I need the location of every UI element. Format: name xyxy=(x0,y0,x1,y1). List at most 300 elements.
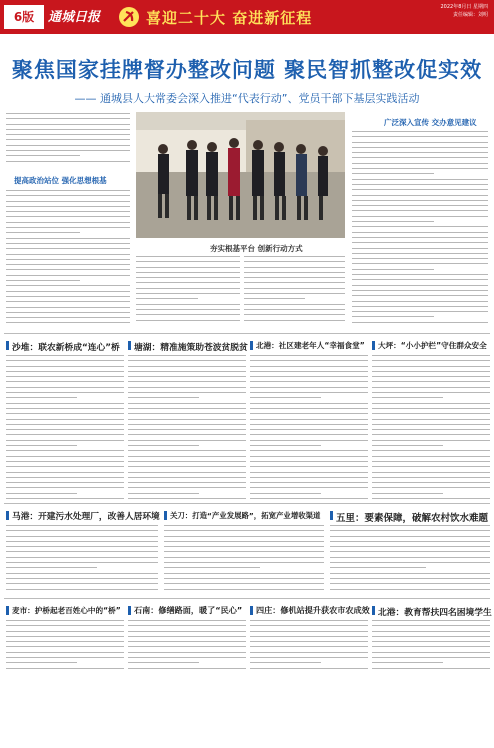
text-line xyxy=(6,296,130,297)
text-line xyxy=(6,546,158,547)
text-line xyxy=(372,376,490,377)
text-line xyxy=(6,211,130,212)
text-line xyxy=(164,530,324,531)
text-line xyxy=(6,307,130,308)
text-line xyxy=(6,625,124,626)
text-line xyxy=(128,445,199,446)
text-line xyxy=(352,184,488,185)
text-line xyxy=(250,641,368,642)
text-line xyxy=(352,189,488,190)
text-line xyxy=(352,168,488,169)
date-info xyxy=(408,3,488,19)
text-line xyxy=(6,636,124,637)
text-line xyxy=(6,583,158,584)
text-line xyxy=(250,482,368,483)
story-body xyxy=(250,355,368,504)
text-line xyxy=(6,190,130,191)
title-accent xyxy=(250,606,253,615)
text-line xyxy=(372,419,490,420)
text-line xyxy=(330,541,490,542)
text-line xyxy=(6,541,158,542)
text-line xyxy=(352,237,488,238)
text-line xyxy=(352,205,488,206)
divider-1 xyxy=(4,333,490,334)
text-line xyxy=(372,631,490,632)
text-line xyxy=(244,309,345,310)
text-line xyxy=(6,206,130,207)
text-line xyxy=(250,434,368,435)
text-line xyxy=(250,631,368,632)
text-line xyxy=(352,173,434,174)
text-line xyxy=(6,530,158,531)
text-line xyxy=(352,269,434,270)
text-line xyxy=(352,200,488,201)
text-line xyxy=(352,210,488,211)
text-line xyxy=(6,301,130,302)
text-line xyxy=(6,312,130,313)
text-line xyxy=(6,525,158,526)
text-line xyxy=(6,662,77,663)
text-line xyxy=(352,136,488,137)
title-accent xyxy=(164,511,167,520)
title-accent xyxy=(128,341,131,350)
text-line xyxy=(250,487,368,488)
story-body xyxy=(6,355,124,504)
text-line xyxy=(250,376,368,377)
text-line xyxy=(6,403,124,404)
text-line xyxy=(352,242,488,243)
text-line xyxy=(164,567,260,568)
text-line xyxy=(6,322,130,323)
text-line xyxy=(250,461,368,462)
text-line xyxy=(250,397,321,398)
text-line xyxy=(128,482,246,483)
text-line xyxy=(352,147,488,148)
text-line xyxy=(6,657,124,658)
text-line xyxy=(352,274,488,275)
story-body xyxy=(128,355,246,504)
story-title: 关刀：打造“产业发展路”，拓宽产业增收渠道 xyxy=(170,511,321,520)
text-line xyxy=(250,477,368,478)
text-line xyxy=(136,314,240,315)
row-divider xyxy=(4,503,490,504)
text-line xyxy=(136,320,240,321)
title-accent xyxy=(372,341,375,350)
section-heading-1: 提高政治站位 强化思想根基 xyxy=(14,176,107,185)
text-line xyxy=(6,376,124,377)
text-line xyxy=(136,256,240,257)
text-line xyxy=(136,298,198,299)
text-line xyxy=(6,387,124,388)
text-line xyxy=(164,578,324,579)
photo-caption: 夯实根基平台 创新行动方式 xyxy=(210,244,303,253)
text-line xyxy=(164,562,324,563)
text-line xyxy=(136,282,240,283)
text-line xyxy=(330,578,490,579)
text-line xyxy=(128,636,246,637)
text-line xyxy=(6,487,124,488)
text-line xyxy=(372,625,490,626)
text-line xyxy=(6,668,124,669)
text-line xyxy=(372,472,490,473)
text-line xyxy=(244,256,345,257)
text-line xyxy=(136,272,240,273)
text-line xyxy=(6,477,124,478)
text-line xyxy=(6,573,158,574)
story-title: 马港：开建污水处理厂，改善人居环境 xyxy=(12,512,160,522)
text-line xyxy=(250,419,368,420)
story-body xyxy=(330,525,490,599)
text-line xyxy=(250,620,368,621)
text-line xyxy=(372,408,490,409)
text-line xyxy=(6,493,77,494)
text-line xyxy=(250,424,368,425)
text-line xyxy=(352,279,488,280)
text-line xyxy=(352,179,488,180)
text-line xyxy=(250,371,368,372)
text-line xyxy=(250,366,368,367)
title-accent xyxy=(6,341,9,350)
text-line xyxy=(136,277,240,278)
text-line xyxy=(128,360,246,361)
text-line xyxy=(6,408,124,409)
text-line xyxy=(6,216,130,217)
text-line xyxy=(352,131,488,132)
story-body xyxy=(372,620,490,674)
text-line xyxy=(6,145,130,146)
text-line xyxy=(164,551,324,552)
text-line xyxy=(6,291,130,292)
text-line xyxy=(250,668,368,669)
text-line xyxy=(6,259,130,260)
text-line xyxy=(6,472,124,473)
text-line xyxy=(128,620,246,621)
text-line xyxy=(164,546,324,547)
text-line xyxy=(244,267,345,268)
text-line xyxy=(352,163,488,164)
text-line xyxy=(372,445,443,446)
text-line xyxy=(372,466,490,467)
text-line xyxy=(128,371,246,372)
text-line xyxy=(244,298,305,299)
text-line xyxy=(6,227,130,228)
text-line xyxy=(128,472,246,473)
text-line xyxy=(330,551,490,552)
text-line xyxy=(128,408,246,409)
story-title: 四庄：修机站提升获农市农成效 xyxy=(256,605,370,615)
text-line xyxy=(6,134,130,135)
lead-photo-image xyxy=(136,112,345,238)
text-line xyxy=(250,387,368,388)
text-line xyxy=(128,429,246,430)
text-line xyxy=(128,657,246,658)
text-line xyxy=(164,557,324,558)
text-line xyxy=(6,360,124,361)
text-line xyxy=(244,320,345,321)
text-line xyxy=(6,317,130,318)
text-line xyxy=(128,466,246,467)
lead-body-col3 xyxy=(244,256,345,328)
lead-subhead: —— 通城县人大常委会深入推进“代表行动”、党员干部下基层实践活动 xyxy=(74,92,420,105)
text-line xyxy=(372,450,490,451)
text-line xyxy=(372,636,490,637)
text-line xyxy=(6,392,124,393)
lead-body-col2 xyxy=(136,256,240,328)
text-line xyxy=(244,304,345,305)
text-line xyxy=(6,482,124,483)
text-line xyxy=(6,429,124,430)
text-line xyxy=(6,450,124,451)
story-body xyxy=(372,355,490,504)
text-line xyxy=(6,195,130,196)
text-line xyxy=(6,355,124,356)
text-line xyxy=(128,668,246,669)
text-line xyxy=(250,403,368,404)
text-line xyxy=(6,118,130,119)
slogan: 喜迎二十大 奋进新征程 xyxy=(146,9,313,27)
text-line xyxy=(6,366,124,367)
text-line xyxy=(352,295,488,296)
text-line xyxy=(352,253,488,254)
lead-body-col4 xyxy=(352,131,488,328)
text-line xyxy=(372,397,443,398)
text-line xyxy=(6,254,130,255)
text-line xyxy=(244,282,345,283)
text-line xyxy=(330,525,490,526)
text-line xyxy=(372,641,490,642)
text-line xyxy=(128,434,246,435)
text-line xyxy=(372,620,490,621)
editor-line: 责任编辑：刘明 xyxy=(452,12,488,18)
text-line xyxy=(352,322,488,323)
section-heading-2: 广泛深入宣传 交办意见建议 xyxy=(384,118,477,127)
text-line xyxy=(128,662,199,663)
text-line xyxy=(128,424,246,425)
text-line xyxy=(330,536,490,537)
text-line xyxy=(250,381,368,382)
story-title: 塘湖：精准施策助苍波贫脱贫 xyxy=(134,343,248,353)
text-line xyxy=(136,309,240,310)
text-line xyxy=(164,589,324,590)
text-line xyxy=(372,440,490,441)
text-line xyxy=(128,450,246,451)
text-line xyxy=(244,314,345,315)
text-line xyxy=(352,306,488,307)
text-line xyxy=(128,498,246,499)
text-line xyxy=(250,360,368,361)
text-line xyxy=(6,232,80,233)
text-line xyxy=(6,248,130,249)
title-accent xyxy=(128,606,131,615)
text-line xyxy=(6,155,80,156)
text-line xyxy=(372,371,490,372)
text-line xyxy=(128,625,246,626)
text-line xyxy=(128,397,199,398)
text-line xyxy=(244,288,345,289)
lead-headline: 聚焦国家挂牌督办整改问题 聚民智抓整改促实效 xyxy=(11,58,483,82)
row-divider xyxy=(4,598,490,599)
text-line xyxy=(6,139,130,140)
text-line xyxy=(6,371,124,372)
text-line xyxy=(250,662,321,663)
text-line xyxy=(352,316,434,317)
text-line xyxy=(164,573,324,574)
text-line xyxy=(128,631,246,632)
story-title: 大坪：“小小护栏”守住群众安全 xyxy=(378,341,487,350)
text-line xyxy=(6,440,124,441)
text-line xyxy=(372,392,490,393)
story-title: 沙堆：联农新桥成“连心”桥 xyxy=(12,343,120,353)
text-line xyxy=(6,381,124,382)
text-line xyxy=(6,161,130,162)
text-line xyxy=(128,440,246,441)
text-line xyxy=(136,261,240,262)
text-line xyxy=(372,493,443,494)
text-line xyxy=(128,456,246,457)
party-emblem-icon xyxy=(118,6,140,28)
text-line xyxy=(6,264,130,265)
text-line xyxy=(128,461,246,462)
text-line xyxy=(128,392,246,393)
story-title: 北港：教育帮扶四名困境学生 xyxy=(378,608,492,618)
text-line xyxy=(6,646,124,647)
title-accent xyxy=(372,606,375,615)
text-line xyxy=(372,366,490,367)
text-line xyxy=(250,657,368,658)
text-line xyxy=(6,461,124,462)
text-line xyxy=(6,551,158,552)
text-line xyxy=(250,392,368,393)
lead-body-col1a xyxy=(6,113,130,171)
text-line xyxy=(164,525,324,526)
text-line xyxy=(372,456,490,457)
text-line xyxy=(6,620,124,621)
text-line xyxy=(352,216,488,217)
text-line xyxy=(250,646,368,647)
text-line xyxy=(352,152,488,153)
title-accent xyxy=(6,606,9,615)
text-line xyxy=(352,248,488,249)
text-line xyxy=(372,498,490,499)
text-line xyxy=(6,567,97,568)
text-line xyxy=(244,277,345,278)
paper-name: 通城日报 xyxy=(48,10,101,25)
text-line xyxy=(372,482,490,483)
text-line xyxy=(6,413,124,414)
text-line xyxy=(6,124,130,125)
text-line xyxy=(6,201,130,202)
date-line: 2022年8月日 星期四 xyxy=(440,4,488,10)
story-title: 石南：修缮路面，暖了“民心” xyxy=(134,605,243,615)
text-line xyxy=(250,429,368,430)
text-line xyxy=(6,275,130,276)
text-line xyxy=(6,589,158,590)
text-line xyxy=(6,536,158,537)
text-line xyxy=(372,657,490,658)
text-line xyxy=(6,466,124,467)
lead-photo xyxy=(136,112,345,238)
text-line xyxy=(6,113,130,114)
text-line xyxy=(372,668,490,669)
text-line xyxy=(352,221,434,222)
text-line xyxy=(136,293,240,294)
text-line xyxy=(372,381,490,382)
text-line xyxy=(352,157,488,158)
masthead-band xyxy=(0,0,494,34)
title-accent xyxy=(330,511,333,520)
text-line xyxy=(6,456,124,457)
text-line xyxy=(6,238,130,239)
story-body xyxy=(6,525,158,599)
text-line xyxy=(330,583,490,584)
text-line xyxy=(6,578,158,579)
text-line xyxy=(128,403,246,404)
text-line xyxy=(330,567,426,568)
text-line xyxy=(372,413,490,414)
text-line xyxy=(164,536,324,537)
text-line xyxy=(164,583,324,584)
text-line xyxy=(6,498,124,499)
text-line xyxy=(250,413,368,414)
text-line xyxy=(352,195,488,196)
text-line xyxy=(6,269,130,270)
text-line xyxy=(250,652,368,653)
text-line xyxy=(372,387,490,388)
text-line xyxy=(352,285,488,286)
text-line xyxy=(372,652,490,653)
story-body xyxy=(250,620,368,674)
text-line xyxy=(372,424,490,425)
text-line xyxy=(128,376,246,377)
text-line xyxy=(372,360,490,361)
text-line xyxy=(352,311,488,312)
story-body xyxy=(6,620,124,674)
text-line xyxy=(244,272,345,273)
text-line xyxy=(136,304,240,305)
text-line xyxy=(372,403,490,404)
title-accent xyxy=(250,341,253,350)
text-line xyxy=(128,493,199,494)
text-line xyxy=(250,625,368,626)
text-line xyxy=(372,487,490,488)
text-line xyxy=(372,646,490,647)
text-line xyxy=(6,434,124,435)
story-body xyxy=(128,620,246,674)
story-title: 北港：社区建老年人“幸福食堂” xyxy=(256,341,365,350)
text-line xyxy=(352,226,488,227)
text-line xyxy=(352,258,488,259)
text-line xyxy=(6,641,124,642)
text-line xyxy=(128,487,246,488)
text-line xyxy=(244,261,345,262)
text-line xyxy=(372,662,443,663)
text-line xyxy=(330,530,490,531)
story-title: 麦市：护桥起老百姓心中的“桥” xyxy=(12,606,121,615)
text-line xyxy=(6,557,158,558)
text-line xyxy=(330,562,490,563)
text-line xyxy=(330,573,490,574)
text-line xyxy=(330,557,490,558)
text-line xyxy=(250,445,321,446)
text-line xyxy=(250,466,368,467)
story-title: 五里：要素保障，破解农村饮水难题 xyxy=(336,513,489,524)
text-line xyxy=(6,243,130,244)
text-line xyxy=(372,434,490,435)
text-line xyxy=(128,477,246,478)
text-line xyxy=(250,493,321,494)
text-line xyxy=(6,285,130,286)
text-line xyxy=(128,381,246,382)
